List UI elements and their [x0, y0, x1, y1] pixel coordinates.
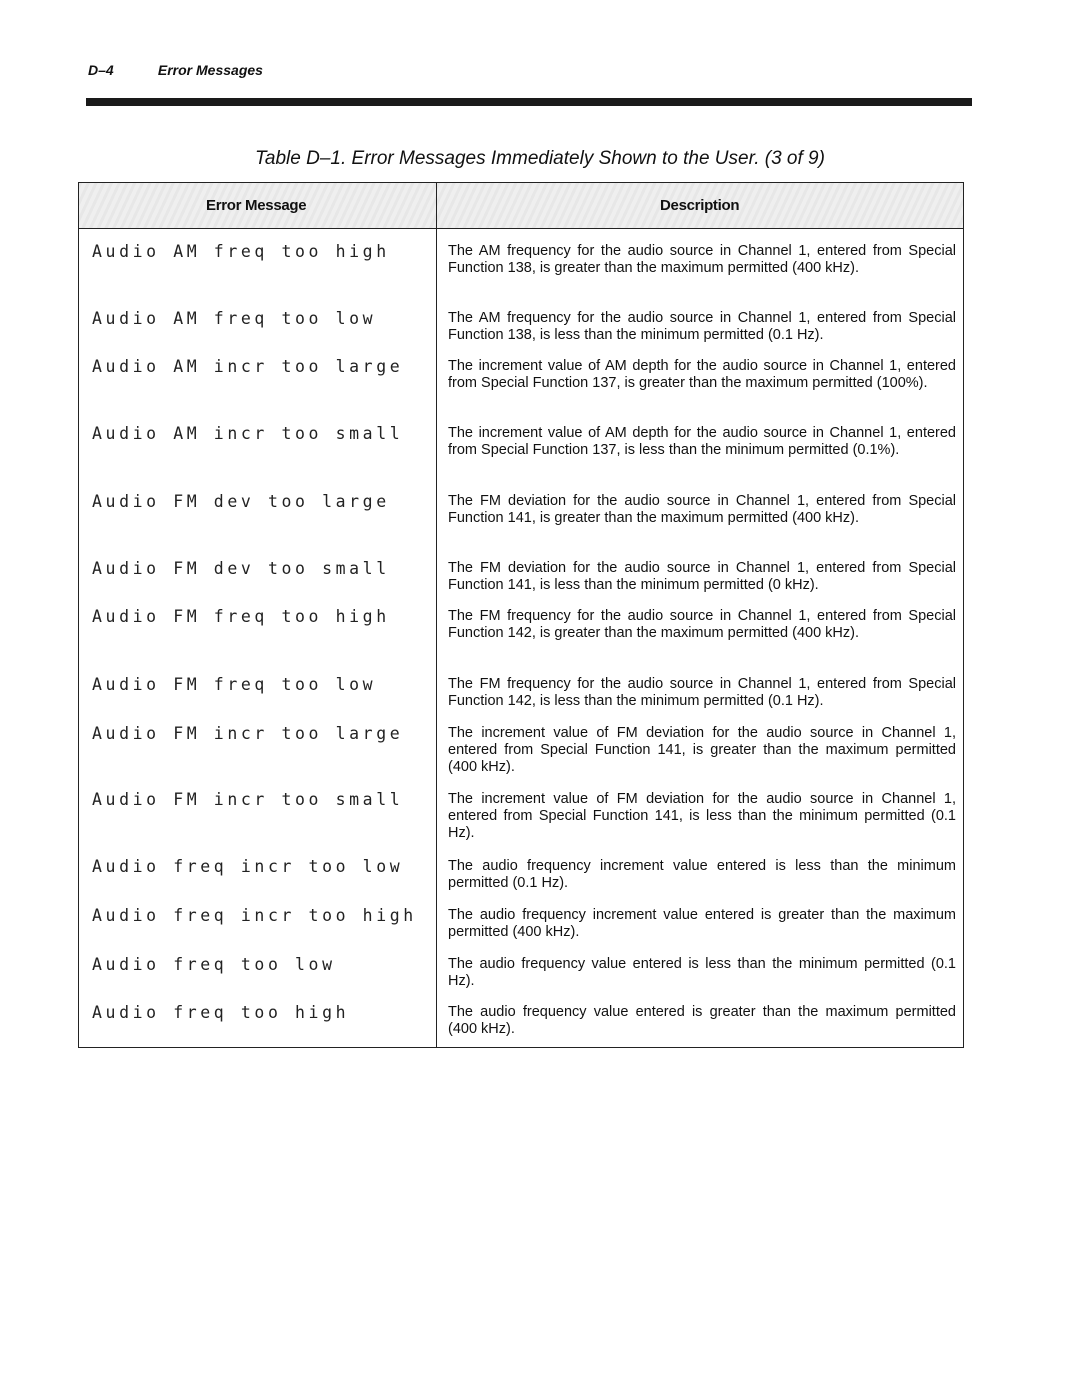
error-message: Audio FM dev too large	[92, 492, 390, 511]
error-description: The increment value of AM depth for the audio source in Channel 1, entered from Special Function 137, is greater than the maximum permitted (100%).	[448, 358, 956, 391]
error-message: Audio freq incr too low	[92, 857, 404, 876]
error-description: The audio frequency increment value entered is greater than the maximum permitted (400 kHz).	[448, 907, 956, 940]
error-message-table	[78, 182, 964, 1048]
error-description: The FM deviation for the audio source in Channel 1, entered from Special Function 141, is less than the minimum permitted (0 kHz).	[448, 560, 956, 593]
error-message: Audio FM dev too small	[92, 559, 390, 578]
column-header-error-message-label: Error Message	[206, 197, 307, 214]
column-header-description	[436, 183, 963, 229]
error-description: The AM frequency for the audio source in Channel 1, entered from Special Function 138, is greater than the maximum permitted (400 kHz).	[448, 243, 956, 276]
error-message: Audio freq too high	[92, 1003, 350, 1022]
error-description: The FM frequency for the audio source in Channel 1, entered from Special Function 142, is less than the minimum permitted (0.1 Hz).	[448, 676, 956, 709]
running-head	[88, 62, 263, 78]
page-number: D–4	[88, 62, 114, 78]
column-divider	[436, 229, 437, 1047]
error-message: Audio freq too low	[92, 955, 336, 974]
error-message: Audio FM incr too large	[92, 724, 404, 743]
error-message: Audio FM incr too small	[92, 790, 404, 809]
error-message: Audio AM incr too large	[92, 357, 404, 376]
error-message: Audio FM freq too low	[92, 675, 377, 694]
table-title: Table D–1. Error Messages Immediately Shown to the User. (3 of 9)	[255, 148, 825, 169]
error-message: Audio freq incr too high	[92, 906, 417, 925]
column-header-error-message	[79, 183, 436, 229]
error-description: The increment value of FM deviation for the audio source in Channel 1, entered from Special Function 141, is less than the minimum permitted (0.1 Hz).	[448, 791, 956, 841]
error-description: The audio frequency value entered is greater than the maximum permitted (400 kHz).	[448, 1004, 956, 1037]
error-description: The increment value of AM depth for the audio source in Channel 1, entered from Special Function 137, is less than the minimum permitted (0.1%).	[448, 425, 956, 458]
error-message: Audio AM incr too small	[92, 424, 404, 443]
error-message: Audio FM freq too high	[92, 607, 390, 626]
section-title: Error Messages	[157, 62, 263, 78]
error-description: The FM deviation for the audio source in Channel 1, entered from Special Function 141, is greater than the maximum permitted (400 kHz).	[448, 493, 956, 526]
error-message: Audio AM freq too high	[92, 242, 390, 261]
error-description: The audio frequency increment value entered is less than the minimum permitted (0.1 Hz).	[448, 858, 956, 891]
header-rule	[86, 98, 972, 106]
error-description: The increment value of FM deviation for the audio source in Channel 1, entered from Special Function 141, is greater than the maximum permitted (400 kHz).	[448, 725, 956, 775]
error-description: The audio frequency value entered is less than the minimum permitted (0.1 Hz).	[448, 956, 956, 989]
column-header-description-label: Description	[660, 197, 740, 214]
error-description: The AM frequency for the audio source in Channel 1, entered from Special Function 138, is less than the minimum permitted (0.1 Hz).	[448, 310, 956, 343]
error-message: Audio AM freq too low	[92, 309, 377, 328]
error-description: The FM frequency for the audio source in Channel 1, entered from Special Function 142, is greater than the maximum permitted (400 kHz).	[448, 608, 956, 641]
